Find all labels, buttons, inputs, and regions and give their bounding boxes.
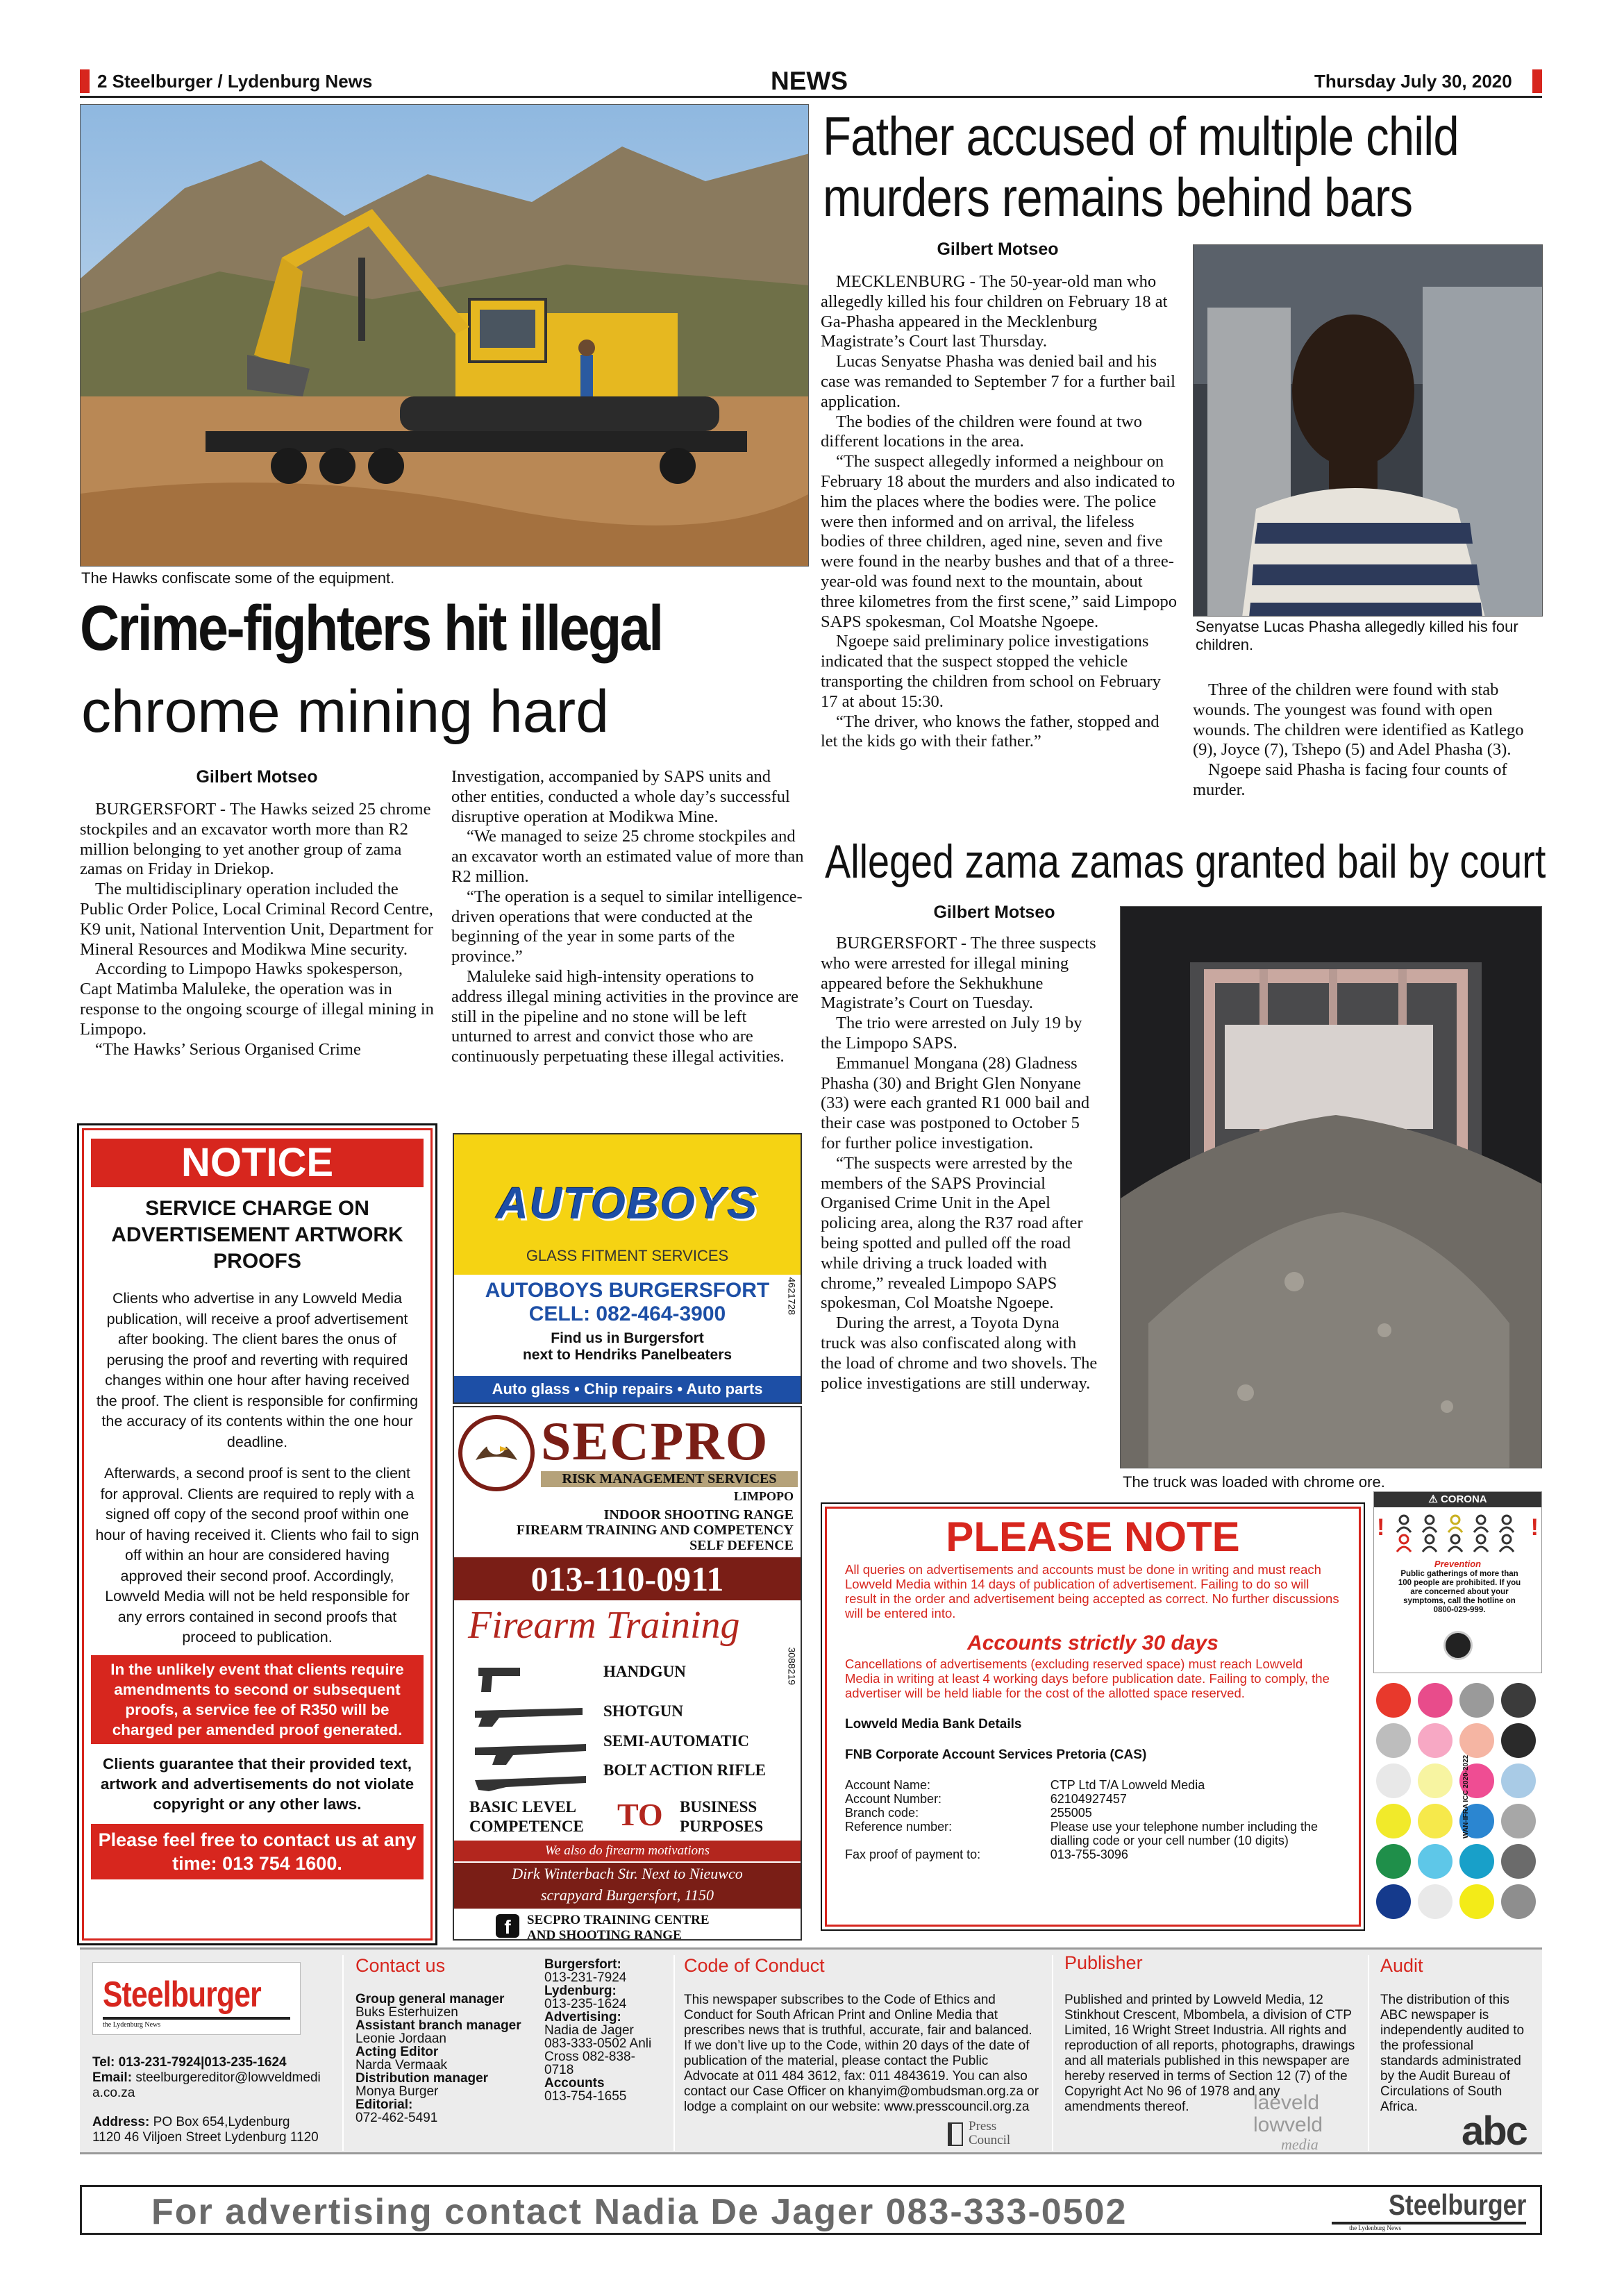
- footer-address-label: Address:: [92, 2115, 150, 2129]
- notice-paragraph-2: Afterwards, a second proof is sent to the client for approval. Clients are required to reply with a signed off copy of the second proof within one hour of having received it. Clients who fail to sign off within an hour are considered having approved their second proof. Accordingly, Lowveld Media will not be held responsible for any errors contained in second proofs that proceed to publication.: [95, 1465, 419, 1645]
- contact-name: Buks Esterhuizen: [355, 2005, 458, 2020]
- colour-swatch-panel: [1373, 1680, 1542, 1930]
- paragraph: The bodies of the children were found at two different locations in the area.: [821, 412, 1142, 451]
- advertising-banner-text: For advertising contact Nadia De Jager 083-333-0502: [151, 2192, 1128, 2232]
- code-of-conduct-title: Code of Conduct: [684, 1955, 825, 1976]
- lowveld-media-logo: [1253, 2092, 1357, 2154]
- bank-details-title: Lowveld Media Bank Details: [845, 1717, 1022, 1732]
- header-right-marker: [1532, 69, 1542, 93]
- bank-row: [845, 1778, 1341, 1792]
- colour-swatch: [1459, 1683, 1494, 1718]
- notice-paragraph-1: Clients who advertise in any Lowveld Media publication, will receive a proof advertisement after booking. The client bares the onus of perusing the proof and reverting with required changes within one hour after having received the proof. The client is responsible for confirming the accuracy of its contents within the one hour deadline.: [96, 1290, 419, 1450]
- colour-swatch: [1501, 1804, 1536, 1838]
- paragraph: The trio were arrested on July 19 by the Limpopo SAPS.: [821, 1014, 1082, 1053]
- paragraph: BURGERSFORT - The Hawks seized 25 chrome stockpiles and an excavator worth more than R2 million belonging to yet another group of zama zamas on Friday in Driekop.: [80, 800, 431, 879]
- colour-swatch: [1501, 1844, 1536, 1879]
- lowveld-logo-line3: media: [1281, 2136, 1319, 2153]
- press-council-icon: [948, 2122, 963, 2146]
- colour-swatch: [1459, 1844, 1494, 1879]
- phone-number: 013-231-7924: [544, 1970, 627, 1985]
- bank-row-value: 255005: [1050, 1806, 1092, 1820]
- colour-swatch: [1376, 1884, 1411, 1919]
- contact-name: Leonie Jordaan: [355, 2031, 446, 2046]
- colour-swatch: [1376, 1763, 1411, 1798]
- phone-role: Advertising:: [544, 2010, 621, 2025]
- people-icons: [1393, 1513, 1525, 1555]
- secpro-business: BUSINESS PURPOSES: [680, 1798, 764, 1835]
- secpro-fb-line2: AND SHOOTING RANGE: [527, 1928, 682, 1941]
- colour-swatch: [1459, 1884, 1494, 1919]
- secpro-gun-bolt: BOLT ACTION RIFLE: [603, 1761, 766, 1779]
- contact-role: Distribution manager: [355, 2071, 489, 2086]
- code-of-conduct-text: This newspaper subscribes to the Code of Ethics and Conduct for South African Print and Online Media that prescribes news that is truthful, accurate, fair and balanced. If we don’t live up to the Code, within 20 days of the date of publication of the material, please contact the Public Advocate at 011 484 3612, fax: 011 4843619. You can also contact our Case Officer on khanyim@ombudsman.org.za or lodge a complaint on our website: www.presscouncil.org.za: [684, 1993, 1039, 2114]
- press-council-logo: [948, 2120, 1045, 2151]
- paragraph: “The suspects were arrested by the members of the SAPS Provincial Organised Crime Unit in the Apel policing area, along the R37 road after being spotted and pulled off the road while driving a truck loaded with chrome,” revealed Limpopo SAPS spokesman, Col Moatshe Ngoepe.: [821, 1153, 1083, 1313]
- footer-divider: [1052, 1955, 1053, 2151]
- secpro-motivations: We also do firearm motivations: [454, 1841, 801, 1861]
- paragraph: “The suspect allegedly informed a neighbour on February 18 about the murders and also indicated to him the places where the bodies were. The police were then informed and on arrival, the lifeless bodies of three children, aged nine, seven and five were found in the nearby bushes and that of a three-year-old was found next to the mountain, about three kilometres from the first scene,” said Limpopo SAPS spokesman, Col Moatshe Ngoepe.: [821, 452, 1177, 631]
- masthead-logo-text: Steelburger: [103, 1975, 261, 2015]
- corona-alert-left-icon: !: [1377, 1514, 1385, 1541]
- page-folio: 2 Steelburger / Lydenburg News: [97, 71, 373, 92]
- corona-title-text: CORONA: [1440, 1493, 1487, 1505]
- corona-alert-right-icon: !: [1530, 1514, 1539, 1541]
- audit-text: The distribution of this ABC newspaper is independently audited to the professional standards administrated by the Audit Bureau of Circulations of South Africa.: [1380, 1993, 1525, 2114]
- bank-row-value: CTP Ltd T/A Lowveld Media: [1050, 1778, 1205, 1792]
- phone-role: Burgersfort:: [544, 1957, 621, 1972]
- paragraph: “The operation is a sequel to similar intelligence-driven operations that were conducted at the beginning of the year in some parts of the province.”: [451, 887, 803, 966]
- banner-logo-sub: the Lydenburg News: [1349, 2224, 1401, 2231]
- please-note-paragraph-2: Cancellations of advertisements (excluding reserved space) must reach Lowveld Media in writing at least 4 working days before publication date. Failing to comply, the advertiser will be held liable for the cost of the allotted space reserved.: [845, 1657, 1330, 1700]
- colour-swatch: [1418, 1763, 1453, 1798]
- colour-swatch: [1501, 1763, 1536, 1798]
- secpro-phone[interactable]: 013-110-0911: [454, 1557, 801, 1600]
- masthead-logo: [92, 1962, 301, 2035]
- publisher-title: Publisher: [1064, 1952, 1143, 1973]
- secpro-to: TO: [617, 1797, 663, 1832]
- secpro-line1: INDOOR SHOOTING RANGE: [603, 1507, 794, 1523]
- colour-swatch: [1459, 1723, 1494, 1758]
- contact-name: 072-462-5491: [355, 2111, 438, 2125]
- sa-coronavirus-logo-icon: [1443, 1631, 1473, 1660]
- phone-role: Lydenburg:: [544, 1984, 617, 1998]
- secpro-address-line2: scrapyard Burgersfort, 1150: [540, 1886, 714, 1904]
- autoboys-info-panel: [454, 1275, 801, 1379]
- footer-tel: Tel: 013-231-7924|013-235-1624: [92, 2055, 287, 2070]
- footer-email-value[interactable]: steelburgereditor@lowveldmedia.co.za: [92, 2070, 321, 2100]
- bank-details-table: [845, 1778, 1341, 1861]
- bank-row-label: Branch code:: [845, 1806, 919, 1820]
- footer-info-strip: [80, 1947, 1542, 2154]
- footer-address-value: PO Box 654,Lydenburg 1120 46 Viljoen Street Lydenburg 1120: [92, 2115, 319, 2145]
- notice-box: [82, 1128, 433, 1941]
- phone-list: [544, 1958, 662, 2103]
- secpro-logo: SECPRO: [541, 1411, 769, 1471]
- notice-service-fee: In the unlikely event that clients require amendments to second or subsequent proofs, a service fee of R350 will be charged per amended proof generated.: [91, 1655, 424, 1744]
- press-council-text: Press Council: [969, 2119, 1011, 2147]
- bank-row: [845, 1847, 1341, 1861]
- paragraph: “The Hawks’ Serious Organised Crime: [95, 1039, 361, 1059]
- bank-row-label: Reference number:: [845, 1820, 953, 1834]
- autoboys-ref: 4621728: [787, 1277, 798, 1315]
- contact-name: Monya Burger: [355, 2084, 439, 2099]
- contact-name: Narda Vermaak: [355, 2058, 448, 2072]
- article2-byline: Gilbert Motseo: [937, 240, 1059, 259]
- abc-logo: abc: [1462, 2109, 1527, 2154]
- autoboys-branch: AUTOBOYS BURGERSFORT: [485, 1279, 770, 1302]
- bank-row-value: 62104927457: [1050, 1792, 1127, 1806]
- notice-guarantee: Clients guarantee that their provided text, artwork and advertisements do not violate copyright or any other laws.: [100, 1754, 415, 1813]
- secpro-sub: RISK MANAGEMENT SERVICES: [541, 1471, 798, 1487]
- notice-title: NOTICE: [91, 1139, 424, 1187]
- article2-col1: [821, 272, 1178, 752]
- article3-byline: Gilbert Motseo: [933, 903, 1055, 922]
- colour-swatch: [1376, 1844, 1411, 1879]
- phone-role: Accounts: [544, 2076, 605, 2090]
- colour-swatch: [1376, 1683, 1411, 1718]
- footer-divider: [342, 1955, 344, 2151]
- notice-subtitle: SERVICE CHARGE ON ADVERTISEMENT ARTWORK PROOFS: [111, 1197, 403, 1273]
- article1-headline-light: chrome mining hard: [81, 678, 610, 745]
- banner-logo: Steelburger: [1388, 2188, 1526, 2221]
- colour-swatch: [1501, 1723, 1536, 1758]
- secpro-line2: FIREARM TRAINING AND COMPETENCY: [516, 1523, 794, 1538]
- notice-contact: Please feel free to contact us at any time: 013 754 1600.: [91, 1824, 424, 1879]
- header-left-marker: [80, 69, 90, 93]
- paragraph: During the arrest, a Toyota Dyna truck was also confiscated along with the load of chrome and two shovels. The police investigations are still underway.: [821, 1314, 1098, 1393]
- secpro-fb-line1: SECPRO TRAINING CENTRE: [527, 1913, 710, 1927]
- autoboys-cell[interactable]: CELL: 082-464-3900: [528, 1302, 726, 1325]
- secpro-basic: BASIC LEVEL COMPETENCE: [469, 1798, 584, 1835]
- autoboys-services: Auto glass • Chip repairs • Auto parts: [454, 1376, 801, 1402]
- paragraph: Emmanuel Mongana (28) Gladness Phasha (30) and Bright Glen Nonyane (33) were each granted R1 000 bail and their case was postponed to October 5 for further police investigation.: [821, 1053, 1090, 1153]
- paragraph: Investigation, accompanied by SAPS units and other entities, conducted a whole day’s successful disruptive operation at Modikwa Mine.: [451, 767, 790, 826]
- chrome-truck-photo: [1120, 906, 1542, 1468]
- secpro-region: LIMPOPO: [734, 1489, 794, 1503]
- truck-photo-caption: The truck was loaded with chrome ore.: [1123, 1473, 1385, 1491]
- phone-number: 013-235-1624: [544, 1997, 627, 2011]
- secpro-address: [454, 1863, 801, 1909]
- colour-swatch: [1418, 1884, 1453, 1919]
- article2-col2: [1193, 680, 1543, 801]
- bank-row-value: 013-755-3096: [1050, 1847, 1128, 1861]
- advertising-banner[interactable]: [80, 2185, 1542, 2235]
- paragraph: According to Limpopo Hawks spokesperson, Capt Matimba Maluleke, the operation was in response to the ongoing scourge of illegal mining in Limpopo.: [80, 960, 434, 1039]
- corona-prevention: Prevention: [1434, 1559, 1482, 1569]
- warning-icon: ⚠: [1428, 1493, 1438, 1505]
- contact-list: [355, 1993, 522, 2125]
- secpro-guns-graphic: [471, 1654, 589, 1793]
- paragraph: The multidisciplinary operation included the Public Order Police, Local Criminal Record Centre, K9 unit, National Intervention Unit, Department for Mineral Resources and Modikwa Mine security.: [80, 880, 433, 959]
- phone-number: 013-754-1655: [544, 2089, 627, 2104]
- bank-row: [845, 1820, 1341, 1847]
- footer-divider: [1368, 1955, 1369, 2151]
- article1-col1: [80, 800, 434, 1059]
- lowveld-logo-line1: laeveld: [1253, 2091, 1320, 2114]
- article1-byline: Gilbert Motseo: [196, 767, 318, 787]
- header-rule: [80, 96, 1542, 98]
- colour-swatch: [1376, 1723, 1411, 1758]
- paragraph: Maluleke said high-intensity operations to address illegal mining activities in the province are still in the pipeline and no stone will be left unturned to arrest and convict those who are continuously perpetuating these illegal activities.: [451, 966, 799, 1066]
- paragraph: Ngoepe said Phasha is facing four counts of murder.: [1193, 760, 1507, 799]
- excavator-photo: [80, 104, 809, 567]
- please-note-accounts: Accounts strictly 30 days: [967, 1632, 1219, 1654]
- secpro-address-line1: Dirk Winterbach Str. Next to Nieuwco: [512, 1865, 743, 1882]
- footer-divider: [673, 1955, 675, 2151]
- secpro-gun-handgun: HANDGUN: [603, 1663, 686, 1680]
- corona-text: Public gatherings of more than 100 people are prohibited. If you are concerned about your symptoms, call the hotline on 0800-029-999.: [1398, 1570, 1521, 1614]
- colour-swatch: [1418, 1844, 1453, 1879]
- colour-swatch: [1418, 1723, 1453, 1758]
- audit-title: Audit: [1380, 1955, 1423, 1976]
- contact-title: Contact us: [355, 1955, 446, 1976]
- bank-row-label: Fax proof of payment to:: [845, 1847, 981, 1861]
- autoboys-logo: AUTOBOYS: [496, 1178, 759, 1228]
- paragraph: Three of the children were found with stab wounds. The youngest was found with open wounds. The children were identified as Katlego (9), Joyce (7), Tshepo (5) and Adel Phasha (3).: [1193, 680, 1524, 760]
- paragraph: Ngoepe said preliminary police investigations indicated that the suspect stopped the vehicle transporting the children from school on February 17 at about 15:30.: [821, 632, 1161, 711]
- bank-row: [845, 1806, 1341, 1820]
- footer-email-label: Email:: [92, 2070, 133, 2085]
- section-title: NEWS: [771, 67, 848, 95]
- bank-row-label: Account Name:: [845, 1778, 931, 1792]
- please-note-box: [825, 1507, 1361, 1927]
- excavator-photo-caption: The Hawks confiscate some of the equipment.: [81, 569, 395, 587]
- colour-swatch: [1376, 1804, 1411, 1838]
- article1-headline-bold: Crime-fighters hit illegal: [80, 593, 662, 664]
- bank-name: FNB Corporate Account Services Pretoria (CAS): [845, 1748, 1147, 1762]
- paragraph: “We managed to seize 25 chrome stockpiles and an excavator worth an estimated value of more than R2 million.: [451, 827, 804, 886]
- accused-portrait-photo: [1193, 244, 1543, 617]
- secpro-script: Firearm Training: [468, 1604, 740, 1647]
- secpro-line3: SELF DEFENCE: [689, 1538, 794, 1553]
- corona-title: [1374, 1492, 1541, 1507]
- autoboys-find-line1: Find us in Burgersfort: [551, 1330, 704, 1346]
- paragraph: “The driver, who knows the father, stopped and let the kids go with their father.”: [821, 712, 1160, 751]
- colour-swatch: [1418, 1804, 1453, 1838]
- please-note-title: PLEASE NOTE: [946, 1514, 1240, 1560]
- autoboys-find-line2: next to Hendriks Panelbeaters: [522, 1347, 733, 1363]
- autoboys-tagline: GLASS FITMENT SERVICES: [526, 1247, 729, 1264]
- contact-role: Assistant branch manager: [355, 2018, 521, 2033]
- wan-ifra-label: WAN-IFRA ICC 2020-2022: [1462, 1754, 1470, 1838]
- masthead-logo-sub: the Lydenburg News: [103, 2021, 161, 2029]
- article3-col1: [821, 934, 1098, 1393]
- bank-row: [845, 1792, 1341, 1806]
- contact-role: Group general manager: [355, 1992, 505, 2006]
- paragraph: MECKLENBURG - The 50-year-old man who allegedly killed his four children on February 18 at Ga-Phasha appeared in the Mecklenburg Magistrate’s Court last Thursday.: [821, 272, 1168, 351]
- phone-number: Nadia de Jager 083-333-0502 Anli Cross 082-838-0718: [544, 2023, 652, 2077]
- corona-panel: [1373, 1491, 1542, 1673]
- secpro-ad[interactable]: [453, 1406, 802, 1941]
- issue-date: Thursday July 30, 2020: [1314, 71, 1512, 92]
- article2-headline: Father accused of multiple child murders remains behind bars: [823, 106, 1459, 228]
- article3-headline: Alleged zama zamas granted bail by court: [825, 835, 1546, 888]
- colour-swatch: [1501, 1683, 1536, 1718]
- masthead-logo-underline: [103, 2017, 290, 2020]
- article1-col2: [451, 767, 805, 1067]
- contact-role: Acting Editor: [355, 2045, 439, 2059]
- accused-photo-caption: Senyatse Lucas Phasha allegedly killed his four children.: [1196, 618, 1518, 653]
- colour-swatch: [1501, 1884, 1536, 1919]
- lowveld-logo-line2: lowveld: [1253, 2113, 1323, 2136]
- footer-address: [92, 2115, 321, 2145]
- secpro-gun-shotgun: SHOTGUN: [603, 1702, 684, 1720]
- footer-email: [92, 2070, 328, 2101]
- secpro-gun-semiauto: SEMI-AUTOMATIC: [603, 1732, 749, 1750]
- colour-swatch: [1418, 1683, 1453, 1718]
- please-note-paragraph-1: All queries on advertisements and accounts must be done in writing and must reach Lowveld Media within 14 days of publication of advertisement. Failing to do so will result in the order and advertisement being accepted as correct. No further discussions will be entered into.: [845, 1562, 1339, 1620]
- publisher-text: Published and printed by Lowveld Media, 12 Stinkhout Crescent, Mbombela, a division of CTP Limited, 16 Wright Street Industria. All rights and reproduction of all reports, photographs, drawings and all materials published in this newspaper are hereby reserved in terms of Section 12 (7) of the Copyright Act No 96 of 1978 and any amendments thereof.: [1064, 1993, 1355, 2114]
- secpro-eagle-logo: [458, 1411, 535, 1495]
- paragraph: Lucas Senyatse Phasha was denied bail and his case was remanded to September 7 for a further bail application.: [821, 352, 1175, 411]
- secpro-ref: 3088219: [787, 1647, 798, 1685]
- facebook-icon[interactable]: f: [496, 1914, 519, 1938]
- paragraph: BURGERSFORT - The three suspects who were arrested for illegal mining appeared before the Sekhukhune Magistrate’s Court on Tuesday.: [821, 934, 1096, 1013]
- autoboys-ad[interactable]: [453, 1133, 802, 1404]
- bank-row-label: Account Number:: [845, 1792, 942, 1806]
- contact-role: Editorial:: [355, 2097, 413, 2112]
- bank-row-value: Please use your telephone number including the dialling code or your cell number (10 digits): [1050, 1820, 1319, 1847]
